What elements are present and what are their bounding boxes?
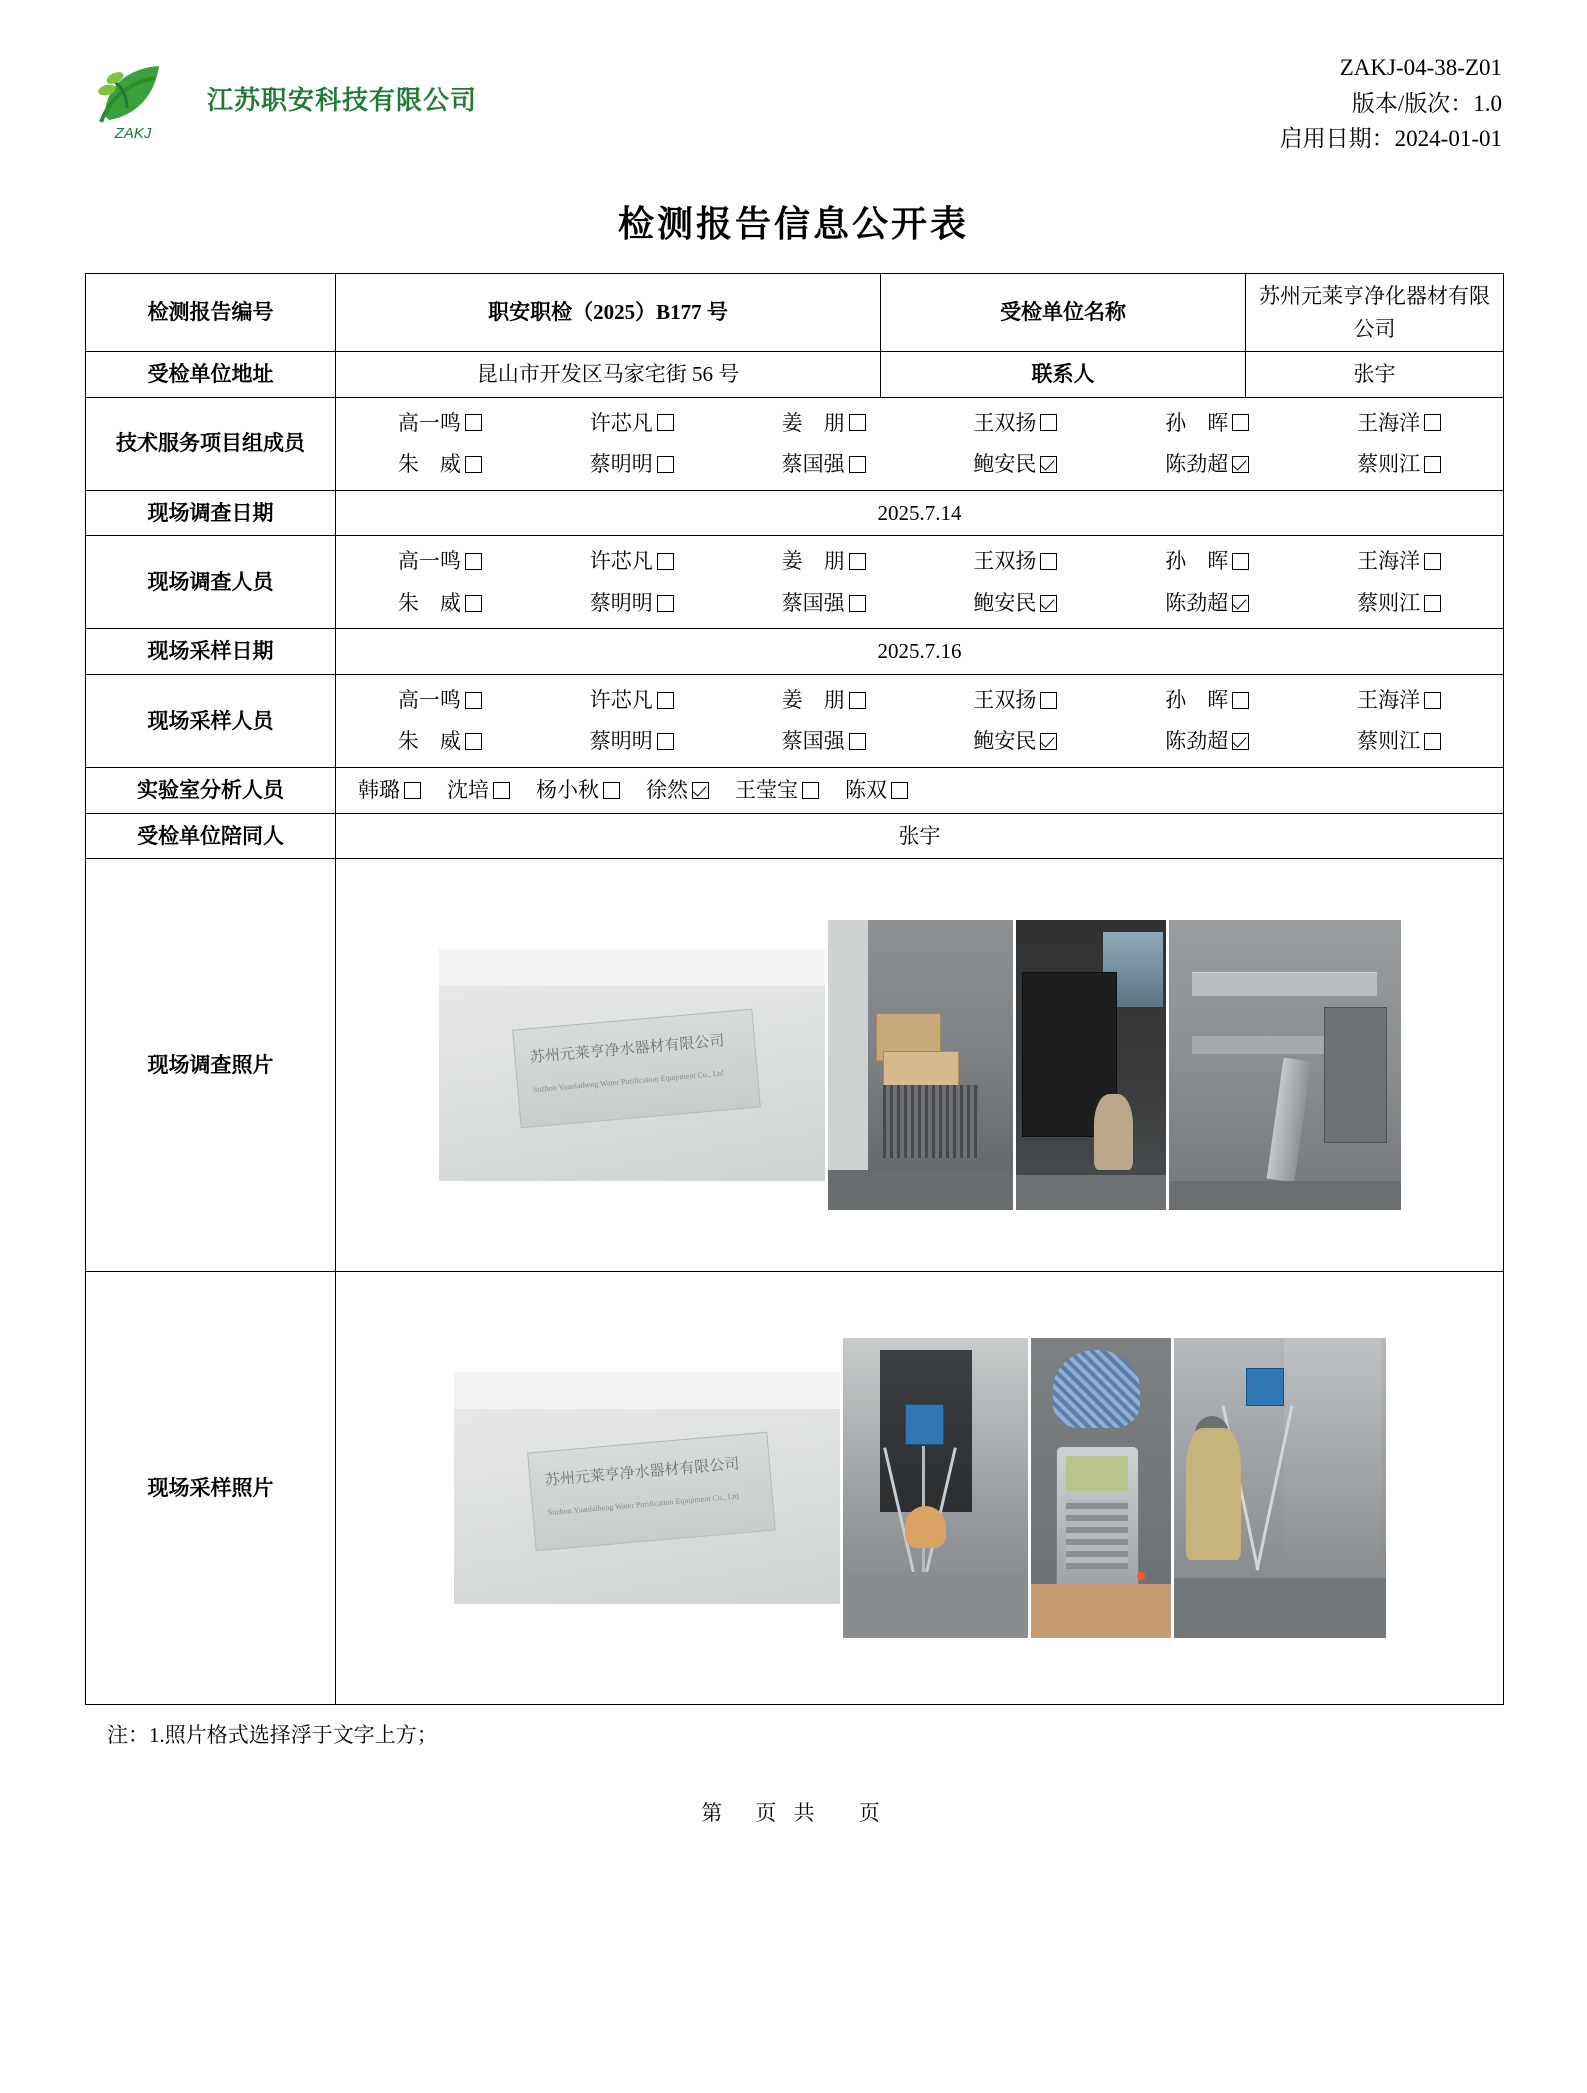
team-label: 技术服务项目组成员 [86,397,336,490]
person-name: 蔡明明 [589,452,653,477]
lab-staff-list [342,774,1497,807]
signboard-plate [512,1008,761,1128]
team-members-cell [336,397,1504,490]
team-member-3[interactable] [728,407,920,440]
table-row [86,1272,1504,1705]
page-title: 检测报告信息公开表 [617,204,969,244]
person-name: 姜 朋 [781,687,845,712]
survey-staff-1[interactable] [344,545,536,578]
sampling-photo-cell [336,1272,1504,1705]
photo-handheld-meter [1031,1338,1171,1638]
person-name: 徐然 [646,778,688,803]
lab-staff-cell [336,768,1504,814]
checkbox-unchecked[interactable] [849,456,866,473]
sampling-staff-9[interactable] [728,725,920,758]
sampling-staff-label: 现场采样人员 [86,674,336,767]
survey-staff-2[interactable] [536,545,728,578]
sampling-staff-7[interactable] [344,725,536,758]
footnote: 注：1.照片格式选择浮于文字上方； [107,1723,438,1748]
person-name: 朱 威 [397,590,461,615]
checkbox-unchecked[interactable] [1232,692,1249,709]
person-name: 许芯凡 [589,410,653,435]
sampling-staff-2[interactable] [536,684,728,717]
checkbox-checked[interactable] [1040,456,1057,473]
table-row [86,490,1504,536]
sampling-staff-10[interactable] [920,725,1112,758]
photo-worker-sampling [1174,1338,1386,1638]
team-member-11[interactable] [1111,448,1303,481]
checkbox-checked[interactable] [692,782,709,799]
checkbox-checked[interactable] [1040,595,1057,612]
checkbox-unchecked[interactable] [1424,456,1441,473]
signboard-line1: 苏州元莱亨净水器材有限公司 [528,1032,725,1066]
checkbox-unchecked[interactable] [1232,414,1249,431]
lab-staff-1[interactable] [358,774,421,807]
team-member-2[interactable] [536,407,728,440]
checkbox-unchecked[interactable] [465,553,482,570]
photo-production-line [1169,920,1401,1210]
sampling-staff-cell [336,674,1504,767]
checkbox-unchecked[interactable] [1424,595,1441,612]
checkbox-unchecked[interactable] [1424,733,1441,750]
checkbox-unchecked[interactable] [603,782,620,799]
table-row [86,352,1504,398]
team-member-6[interactable] [1303,407,1495,440]
table-row [86,674,1504,767]
person-name: 蔡国强 [781,590,845,615]
page-number: 第 页 共 页 [701,1801,886,1826]
doc-version: 版本/版次：1.0 [1351,90,1502,116]
signboard-line2: Suzhou Yuanlaiheng Water Purification Equipment Co., Ltd [532,1067,724,1094]
escort-value: 张宇 [336,813,1504,859]
sampling-staff-11[interactable] [1111,725,1303,758]
person-name: 蔡则江 [1357,590,1421,615]
person-name: 王海洋 [1357,410,1421,435]
survey-photo-strip [342,865,1497,1265]
lab-staff-4[interactable] [646,774,709,807]
person-name: 蔡则江 [1357,452,1421,477]
sampling-date-value: 2025.7.16 [336,629,1504,675]
checkbox-unchecked[interactable] [465,414,482,431]
person-name: 蔡国强 [781,452,845,477]
report-no-label: 检测报告编号 [86,274,336,352]
survey-date-value: 2025.7.14 [336,490,1504,536]
checkbox-unchecked[interactable] [657,595,674,612]
checkbox-unchecked[interactable] [1232,553,1249,570]
person-name: 鲍安民 [973,729,1037,754]
checkbox-unchecked[interactable] [657,414,674,431]
signboard-2-line1: 苏州元莱亨净水器材有限公司 [543,1455,740,1489]
checkbox-unchecked[interactable] [465,456,482,473]
checkbox-unchecked[interactable] [493,782,510,799]
checkbox-unchecked[interactable] [1424,414,1441,431]
team-member-9[interactable] [728,448,920,481]
checkbox-unchecked[interactable] [465,692,482,709]
checkbox-unchecked[interactable] [657,456,674,473]
checkbox-checked[interactable] [1232,456,1249,473]
checkbox-unchecked[interactable] [657,733,674,750]
sampling-staff-6[interactable] [1303,684,1495,717]
table-row [86,859,1504,1272]
person-name: 孙 晖 [1165,410,1229,435]
signboard-plate-2 [527,1431,776,1551]
person-name: 鲍安民 [973,452,1037,477]
checkbox-unchecked[interactable] [404,782,421,799]
person-name: 陈劲超 [1165,452,1229,477]
contact-value: 张宇 [1246,352,1504,398]
team-member-12[interactable] [1303,448,1495,481]
survey-staff-3[interactable] [728,545,920,578]
sampling-staff-4[interactable] [920,684,1112,717]
person-name: 鲍安民 [973,590,1037,615]
survey-staff-8[interactable] [536,587,728,620]
person-name: 蔡明明 [589,590,653,615]
person-name: 陈双 [845,778,887,803]
person-name: 高一鸣 [397,549,461,574]
lab-staff-6[interactable] [845,774,908,807]
person-name: 蔡国强 [781,729,845,754]
checkbox-unchecked[interactable] [849,414,866,431]
checkbox-unchecked[interactable] [465,733,482,750]
team-member-8[interactable] [536,448,728,481]
person-name: 高一鸣 [397,410,461,435]
checkbox-unchecked[interactable] [657,553,674,570]
survey-staff-cell [336,536,1504,629]
person-name: 王双扬 [973,410,1037,435]
doc-effective-date: 启用日期：2024-01-01 [1279,126,1502,152]
checkbox-unchecked[interactable] [465,595,482,612]
team-members-grid [342,404,1497,484]
photo-equipment-cabinet [1016,920,1166,1210]
client-address-value: 昆山市开发区马家宅街 56 号 [336,352,881,398]
checkbox-unchecked[interactable] [1040,414,1057,431]
doc-code: ZAKJ-04-38-Z01 [1339,55,1502,80]
survey-staff-9[interactable] [728,587,920,620]
table-row [86,536,1504,629]
company-name: 江苏职安科技有限公司 [207,85,478,115]
survey-staff-label: 现场调查人员 [86,536,336,629]
person-name: 沈培 [447,778,489,803]
survey-staff-grid [342,542,1497,622]
survey-staff-7[interactable] [344,587,536,620]
report-info-table [85,273,1504,1705]
sampling-staff-5[interactable] [1111,684,1303,717]
lab-staff-5[interactable] [735,774,819,807]
signboard-2-line2: Suzhou Yuanlaiheng Water Purification Equipment Co., Ltd [547,1490,739,1517]
company-logo-icon [85,52,181,144]
person-name: 陈劲超 [1165,729,1229,754]
sampling-photo-label: 现场采样照片 [86,1272,336,1705]
checkbox-unchecked[interactable] [802,782,819,799]
person-name: 孙 晖 [1165,549,1229,574]
team-member-1[interactable] [344,407,536,440]
sampling-staff-3[interactable] [728,684,920,717]
survey-staff-11[interactable] [1111,587,1303,620]
svg-text:ZAKJ: ZAKJ [114,125,152,142]
person-name: 朱 威 [397,729,461,754]
person-name: 高一鸣 [397,687,461,712]
table-row [86,629,1504,675]
sampling-date-label: 现场采样日期 [86,629,336,675]
table-row [86,397,1504,490]
team-member-4[interactable] [920,407,1112,440]
person-name: 蔡明明 [589,729,653,754]
checkbox-unchecked[interactable] [1424,692,1441,709]
client-address-label: 受检单位地址 [86,352,336,398]
survey-staff-5[interactable] [1111,545,1303,578]
photo-workshop-cart [828,920,1013,1210]
lab-staff-3[interactable] [536,774,620,807]
survey-photo-label: 现场调查照片 [86,859,336,1272]
checkbox-unchecked[interactable] [1040,553,1057,570]
table-row [86,274,1504,352]
survey-staff-10[interactable] [920,587,1112,620]
person-name: 朱 威 [397,452,461,477]
checkbox-unchecked[interactable] [849,692,866,709]
checkbox-checked[interactable] [1232,595,1249,612]
client-name-value: 苏州元莱亨净化器材有限公司 [1246,274,1504,352]
report-no-value: 职安职检（2025）B177 号 [336,274,881,352]
checkbox-unchecked[interactable] [849,553,866,570]
header-meta [1280,30,1502,157]
survey-date-label: 现场调查日期 [86,490,336,536]
sampling-staff-grid [342,681,1497,761]
team-member-7[interactable] [344,448,536,481]
person-name: 陈劲超 [1165,590,1229,615]
person-name: 王莹宝 [735,778,798,803]
photo-sampler-tripod [843,1338,1028,1638]
checkbox-unchecked[interactable] [1424,553,1441,570]
contact-label: 联系人 [881,352,1246,398]
document-header [85,30,1502,160]
person-name: 蔡则江 [1357,729,1421,754]
checkbox-unchecked[interactable] [891,782,908,799]
table-row [86,813,1504,859]
checkbox-unchecked[interactable] [849,733,866,750]
photo-company-signboard-2 [454,1372,840,1604]
lab-staff-2[interactable] [447,774,510,807]
person-name: 姜 朋 [781,410,845,435]
survey-staff-6[interactable] [1303,545,1495,578]
person-name: 杨小秋 [536,778,599,803]
client-name-label: 受检单位名称 [881,274,1246,352]
checkbox-unchecked[interactable] [849,595,866,612]
survey-photo-cell [336,859,1504,1272]
person-name: 姜 朋 [781,549,845,574]
sampling-staff-1[interactable] [344,684,536,717]
escort-label: 受检单位陪同人 [86,813,336,859]
person-name: 王双扬 [973,549,1037,574]
checkbox-checked[interactable] [1040,733,1057,750]
sampling-staff-8[interactable] [536,725,728,758]
table-row [86,768,1504,814]
survey-staff-12[interactable] [1303,587,1495,620]
survey-staff-4[interactable] [920,545,1112,578]
person-name: 王海洋 [1357,549,1421,574]
person-name: 韩璐 [358,778,400,803]
person-name: 许芯凡 [589,549,653,574]
team-member-10[interactable] [920,448,1112,481]
checkbox-checked[interactable] [1232,733,1249,750]
lab-staff-label: 实验室分析人员 [86,768,336,814]
header-brand [85,30,477,144]
checkbox-unchecked[interactable] [657,692,674,709]
sampling-photo-strip [342,1278,1497,1698]
checkbox-unchecked[interactable] [1040,692,1057,709]
person-name: 许芯凡 [589,687,653,712]
photo-company-signboard [439,949,825,1181]
person-name: 王双扬 [973,687,1037,712]
sampling-staff-12[interactable] [1303,725,1495,758]
team-member-5[interactable] [1111,407,1303,440]
person-name: 孙 晖 [1165,687,1229,712]
person-name: 王海洋 [1357,687,1421,712]
